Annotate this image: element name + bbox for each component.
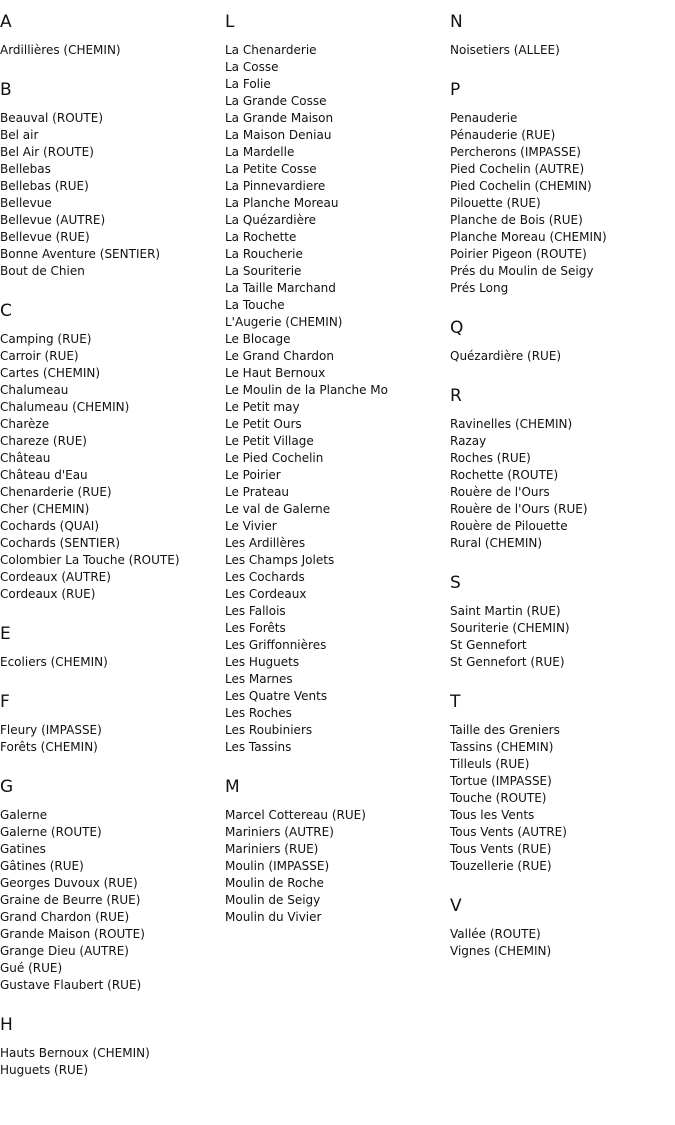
street-link[interactable]: Beauval (ROUTE)	[0, 111, 104, 125]
street-link[interactable]: Tassins (CHEMIN)	[450, 740, 554, 754]
street-link[interactable]: Le Pied Cochelin	[225, 451, 324, 465]
street-link[interactable]: Château	[0, 451, 51, 465]
street-link[interactable]: Pied Cochelin (CHEMIN)	[450, 179, 592, 193]
street-link[interactable]: Les Griffonnières	[225, 638, 327, 652]
street-link[interactable]: La Planche Moreau	[225, 196, 339, 210]
letter-group	[0, 1014, 222, 1079]
street-link[interactable]: La Taille Marchand	[225, 281, 336, 295]
street-link[interactable]: Les Fallois	[225, 604, 286, 618]
street-link[interactable]: La Quézardière	[225, 213, 317, 227]
street-link[interactable]: Marcel Cottereau (RUE)	[225, 808, 366, 822]
street-link[interactable]: Souriterie (CHEMIN)	[450, 621, 570, 635]
street-link[interactable]: Moulin de Roche	[225, 876, 324, 890]
street-link[interactable]: La Maison Deniau	[225, 128, 332, 142]
letter-group	[450, 385, 672, 552]
street-link[interactable]: Les Quatre Vents	[225, 689, 328, 703]
street-link[interactable]: Chalumeau (CHEMIN)	[0, 400, 130, 414]
letter-group	[450, 79, 672, 297]
street-link[interactable]: Graine de Beurre (RUE)	[0, 893, 141, 907]
street-link[interactable]: Le val de Galerne	[225, 502, 331, 516]
street-link[interactable]: Le Poirier	[225, 468, 281, 482]
street-index-column-1	[0, 11, 222, 1099]
street-link[interactable]: Le Vivier	[225, 519, 277, 533]
street-link[interactable]: Cochards (SENTIER)	[0, 536, 121, 550]
street-link[interactable]: St Gennefort	[450, 638, 527, 652]
section-letter-heading: P	[450, 80, 461, 100]
street-link[interactable]: Taille des Greniers	[450, 723, 560, 737]
street-link[interactable]: Gatines	[0, 842, 46, 856]
street-link[interactable]: Chareze (RUE)	[0, 434, 87, 448]
letter-group	[450, 572, 672, 671]
section-letter-heading: L	[225, 12, 235, 32]
street-link[interactable]: Château d'Eau	[0, 468, 88, 482]
street-link[interactable]: Les Roubiniers	[225, 723, 313, 737]
section-letter-heading: B	[0, 80, 12, 100]
street-link[interactable]: Huguets (RUE)	[0, 1063, 89, 1077]
street-link[interactable]: Bonne Aventure (SENTIER)	[0, 247, 161, 261]
street-link[interactable]: Tous les Vents	[450, 808, 535, 822]
street-link[interactable]: Moulin du Vivier	[225, 910, 322, 924]
section-letter-heading: Q	[450, 318, 464, 338]
street-link[interactable]: Chenarderie (RUE)	[0, 485, 112, 499]
street-link[interactable]: Mariniers (RUE)	[225, 842, 319, 856]
street-link[interactable]: Pénauderie (RUE)	[450, 128, 556, 142]
street-link[interactable]: Les Cordeaux	[225, 587, 307, 601]
street-link[interactable]: Bellebas (RUE)	[0, 179, 89, 193]
street-link[interactable]: Mariniers (AUTRE)	[225, 825, 334, 839]
section-letter-heading: V	[450, 896, 462, 916]
street-link[interactable]: Gâtines (RUE)	[0, 859, 84, 873]
street-link[interactable]: Le Prateau	[225, 485, 290, 499]
street-link[interactable]: Les Roches	[225, 706, 292, 720]
street-link[interactable]: Grande Maison (ROUTE)	[0, 927, 145, 941]
street-link[interactable]: St Gennefort (RUE)	[450, 655, 565, 669]
street-link[interactable]: Moulin de Seigy	[225, 893, 321, 907]
section-letter-heading: G	[0, 777, 14, 797]
street-link[interactable]: Le Haut Bernoux	[225, 366, 326, 380]
street-link[interactable]: Prés du Moulin de Seigy	[450, 264, 594, 278]
letter-group	[0, 11, 222, 59]
street-link[interactable]: Bel air	[0, 128, 39, 142]
street-link[interactable]: Cordeaux (AUTRE)	[0, 570, 111, 584]
street-link[interactable]: Rouère de Pilouette	[450, 519, 568, 533]
street-link[interactable]: Planche Moreau (CHEMIN)	[450, 230, 607, 244]
street-link[interactable]: Grand Chardon (RUE)	[0, 910, 130, 924]
street-link[interactable]: Percherons (IMPASSE)	[450, 145, 581, 159]
street-link[interactable]: Pilouette (RUE)	[450, 196, 541, 210]
street-link[interactable]: Le Grand Chardon	[225, 349, 334, 363]
street-link[interactable]: Les Huguets	[225, 655, 300, 669]
street-link[interactable]: Le Blocage	[225, 332, 291, 346]
street-link[interactable]: Rouère de l'Ours (RUE)	[450, 502, 588, 516]
street-link[interactable]: Cartes (CHEMIN)	[0, 366, 101, 380]
street-link[interactable]: La Folie	[225, 77, 271, 91]
street-link[interactable]: Les Forêts	[225, 621, 286, 635]
street-link[interactable]: Planche de Bois (RUE)	[450, 213, 583, 227]
street-link[interactable]: Poirier Pigeon (ROUTE)	[450, 247, 587, 261]
letter-group	[0, 691, 222, 756]
section-letter-heading: C	[0, 301, 12, 321]
street-link[interactable]: La Mardelle	[225, 145, 295, 159]
street-link[interactable]: Pied Cochelin (AUTRE)	[450, 162, 585, 176]
street-link[interactable]: La Grande Cosse	[225, 94, 327, 108]
street-link[interactable]: Rouère de l'Ours	[450, 485, 550, 499]
letter-group	[0, 79, 222, 280]
section-letter-heading: H	[0, 1015, 13, 1035]
street-link[interactable]: Prés Long	[450, 281, 509, 295]
street-link[interactable]: La Petite Cosse	[225, 162, 317, 176]
letter-group	[225, 11, 447, 756]
street-link[interactable]: Galerne (ROUTE)	[0, 825, 102, 839]
street-link[interactable]: La Roucherie	[225, 247, 303, 261]
street-link[interactable]: La Souriterie	[225, 264, 302, 278]
street-link[interactable]: Galerne	[0, 808, 48, 822]
street-link[interactable]: Noisetiers (ALLEE)	[450, 43, 560, 57]
street-link[interactable]: Tortue (IMPASSE)	[450, 774, 552, 788]
letter-group	[450, 691, 672, 875]
street-link[interactable]: La Chenarderie	[225, 43, 317, 57]
street-index-column-3	[450, 11, 672, 980]
street-link[interactable]: Gustave Flaubert (RUE)	[0, 978, 142, 992]
street-link[interactable]: Ecoliers (CHEMIN)	[0, 655, 108, 669]
street-link[interactable]: Cordeaux (RUE)	[0, 587, 96, 601]
street-link[interactable]: Hauts Bernoux (CHEMIN)	[0, 1046, 150, 1060]
street-link[interactable]: Charèze	[0, 417, 50, 431]
street-link[interactable]: Vignes (CHEMIN)	[450, 944, 552, 958]
street-link[interactable]: Fleury (IMPASSE)	[0, 723, 102, 737]
section-letter-heading: A	[0, 12, 12, 32]
street-link[interactable]: Rochette (ROUTE)	[450, 468, 559, 482]
section-letter-heading: R	[450, 386, 462, 406]
street-link[interactable]: Forêts (CHEMIN)	[0, 740, 98, 754]
street-link[interactable]: Saint Martin (RUE)	[450, 604, 561, 618]
street-link[interactable]: Bellevue (AUTRE)	[0, 213, 106, 227]
street-link[interactable]: Bellebas	[0, 162, 51, 176]
letter-group	[225, 776, 447, 926]
street-link[interactable]: Carroir (RUE)	[0, 349, 79, 363]
street-index-column-2	[225, 11, 447, 946]
street-link[interactable]: Le Petit Ours	[225, 417, 302, 431]
section-letter-heading: E	[0, 624, 11, 644]
street-link[interactable]: Les Ardillères	[225, 536, 306, 550]
section-letter-heading: N	[450, 12, 463, 32]
street-link[interactable]: Georges Duvoux (RUE)	[0, 876, 138, 890]
street-link[interactable]: Ravinelles (CHEMIN)	[450, 417, 573, 431]
letter-group	[450, 11, 672, 59]
street-link[interactable]: Razay	[450, 434, 487, 448]
letter-group	[0, 300, 222, 603]
street-link[interactable]: Vallée (ROUTE)	[450, 927, 541, 941]
street-link[interactable]: Quézardière (RUE)	[450, 349, 562, 363]
street-link[interactable]: Grange Dieu (AUTRE)	[0, 944, 129, 958]
letter-group	[0, 623, 222, 671]
section-letter-heading: S	[450, 573, 461, 593]
section-letter-heading: M	[225, 777, 240, 797]
street-link[interactable]: Penauderie	[450, 111, 518, 125]
street-link[interactable]: Tous Vents (AUTRE)	[450, 825, 567, 839]
street-link[interactable]: Bellevue	[0, 196, 52, 210]
letter-group	[450, 895, 672, 960]
street-link[interactable]: Bel Air (ROUTE)	[0, 145, 94, 159]
street-link[interactable]: Gué (RUE)	[0, 961, 63, 975]
street-link[interactable]: Le Petit Village	[225, 434, 314, 448]
street-link[interactable]: Le Petit may	[225, 400, 300, 414]
letter-group	[450, 317, 672, 365]
street-link[interactable]: Colombier La Touche (ROUTE)	[0, 553, 180, 567]
street-link[interactable]: Moulin (IMPASSE)	[225, 859, 330, 873]
street-link[interactable]: Les Marnes	[225, 672, 293, 686]
street-link[interactable]: Bellevue (RUE)	[0, 230, 90, 244]
street-link[interactable]: Les Cochards	[225, 570, 305, 584]
street-link[interactable]: Cher (CHEMIN)	[0, 502, 90, 516]
street-link[interactable]: Les Champs Jolets	[225, 553, 335, 567]
street-link[interactable]: La Cosse	[225, 60, 279, 74]
street-link[interactable]: La Grande Maison	[225, 111, 334, 125]
street-link[interactable]: Roches (RUE)	[450, 451, 531, 465]
section-letter-heading: T	[450, 692, 461, 712]
street-link[interactable]: Cochards (QUAI)	[0, 519, 100, 533]
street-link[interactable]: La Pinnevardiere	[225, 179, 326, 193]
section-letter-heading: F	[0, 692, 10, 712]
street-link[interactable]: Chalumeau	[0, 383, 69, 397]
letter-group	[0, 776, 222, 994]
street-link[interactable]: Rural (CHEMIN)	[450, 536, 543, 550]
street-link[interactable]: Les Tassins	[225, 740, 292, 754]
street-link[interactable]: La Touche	[225, 298, 285, 312]
street-link[interactable]: Touzellerie (RUE)	[450, 859, 552, 873]
street-link[interactable]: Bout de Chien	[0, 264, 85, 278]
street-link[interactable]: L'Augerie (CHEMIN)	[225, 315, 343, 329]
street-link[interactable]: Tilleuls (RUE)	[450, 757, 530, 771]
street-link[interactable]: Le Moulin de la Planche Mo	[225, 383, 389, 397]
street-link[interactable]: Camping (RUE)	[0, 332, 92, 346]
street-link[interactable]: La Rochette	[225, 230, 297, 244]
street-link[interactable]: Tous Vents (RUE)	[450, 842, 552, 856]
street-link[interactable]: Ardillières (CHEMIN)	[0, 43, 121, 57]
street-link[interactable]: Touche (ROUTE)	[450, 791, 547, 805]
